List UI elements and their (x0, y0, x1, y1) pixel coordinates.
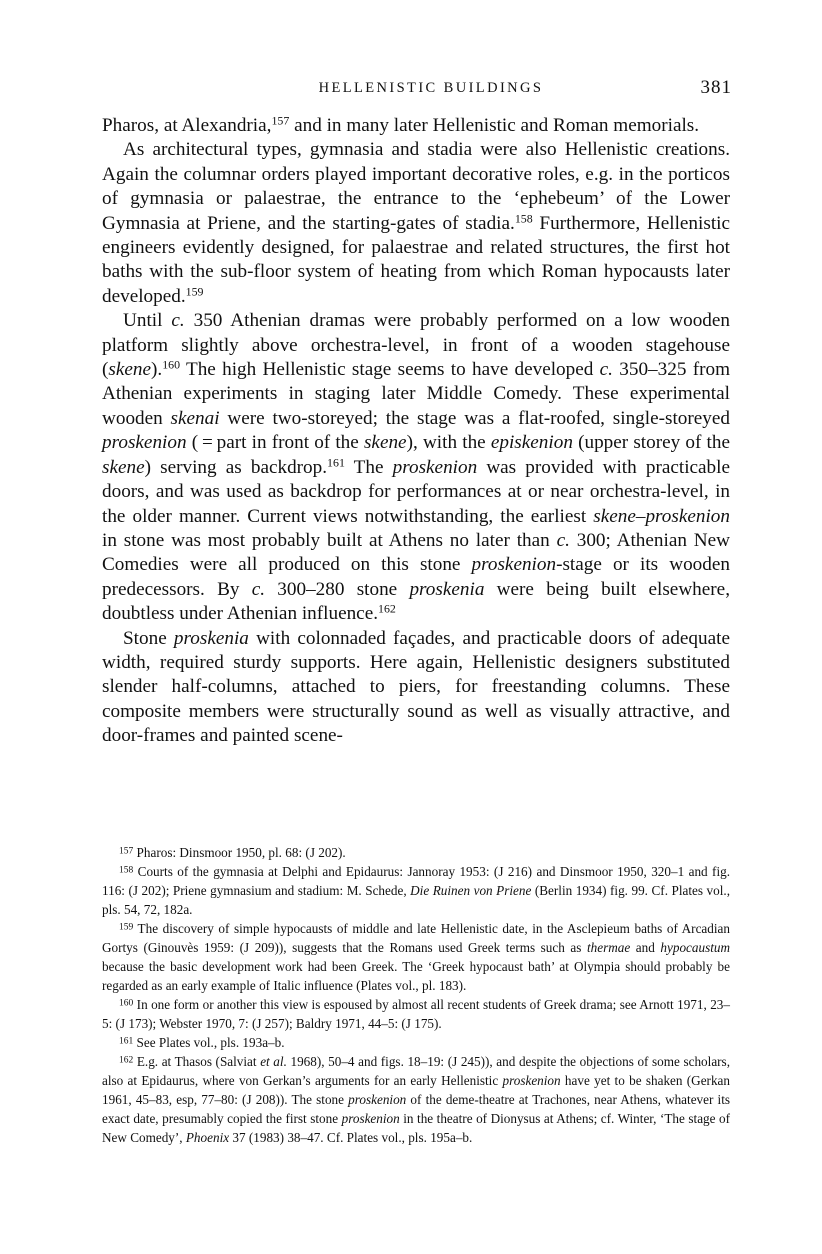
footnote-160 (102, 995, 730, 1033)
paragraph-3 (102, 309, 730, 626)
italic-term: thermae (586, 940, 631, 955)
text-run: was provided with practicable doors, and was used as backdrop for performances at or near orchestra-level, in the older manner. Current views notwithstanding, the earliest (102, 456, 730, 527)
text-run: -stage or its wooden predecessors. By (102, 554, 730, 600)
footnote-ref-160: 160 (162, 357, 181, 372)
footnote-number: 161 (119, 1036, 134, 1047)
footnote-ref-158: 158 (514, 211, 533, 226)
text-run: were two-storeyed; the stage was a flat-roofed, single-storeyed (219, 407, 730, 429)
text-run: Stone (123, 627, 174, 649)
italic-term: skene (102, 456, 145, 478)
footnote-ref-159: 159 (185, 284, 204, 299)
text-run: of the deme-theatre at Trachones, near Athens, whatever its exact date, presumably copied the first stone (102, 1092, 731, 1126)
paragraph-2 (102, 138, 730, 309)
text-run: The high Hellenistic stage seems to have developed (180, 359, 600, 381)
italic-term: skenai (170, 407, 220, 429)
italic-term: proskenion (392, 456, 478, 478)
text-run: ( = part in front of the (186, 432, 364, 454)
running-head-title: HELLENISTIC BUILDINGS (318, 80, 544, 96)
italic-term: proskenion (471, 554, 557, 576)
paragraph-1 (102, 114, 730, 138)
text-run: 37 (1983) 38–47. Cf. Plates vol., pls. 195a–b. (229, 1130, 473, 1145)
italic-term: episkenion (490, 432, 573, 454)
text-run: and in many later Hellenistic and Roman memorials. (289, 115, 700, 136)
italic-term: proskenion (348, 1092, 407, 1107)
text-run: 300; Athenian New Comedies were all produced on this stone (102, 529, 730, 576)
italic-term: proskenia (173, 627, 249, 649)
footnote-159 (102, 919, 730, 995)
circa-abbrev: c. (599, 359, 613, 381)
footnote-161 (102, 1033, 730, 1052)
text-run: ). (151, 359, 163, 381)
text-run: have yet to be shaken (Gerkan 1961, 45–83, esp, 77–80: (J 208)). The stone (102, 1073, 730, 1107)
text-run: Furthermore, Hellenistic engineers evidently designed, for palaestrae and related structures, the first hot baths with the sub-floor system of heating from which Roman hypocausts later developed. (102, 212, 730, 307)
text-run: 1968), 50–4 and figs. 18–19: (J 245)), and despite the objections of some scholars, also at Epidaurus, where von Gerkan’s arguments for an early Hellenistic (102, 1054, 730, 1088)
footnote-number: 160 (119, 998, 134, 1009)
italic-title: Phoenix (185, 1130, 230, 1145)
italic-term: proskenia (409, 578, 485, 600)
text-run: ), with the (406, 432, 491, 454)
text-run: ) serving as backdrop. (144, 456, 328, 478)
italic-term: et al. (260, 1054, 287, 1069)
text-run: with colonnaded façades, and practicable doors of adequate width, required sturdy supports. Here again, Hellenistic designers substituted slender half-columns, attached to piers, for freestanding columns. These composite members were structurally sound as well as visually attractive, and door-frames and painted scene- (102, 627, 730, 747)
footnote-number: 157 (119, 846, 134, 857)
text-run: were being built elsewhere, doubtless under Athenian influence. (102, 578, 730, 625)
footnotes (102, 843, 730, 1147)
circa-abbrev: c. (171, 310, 185, 332)
italic-term: skene (363, 432, 407, 454)
page-number: 381 (700, 77, 732, 98)
footnote-158 (102, 862, 730, 919)
text-run: in stone was most probably built at Athens no later than (102, 529, 557, 551)
italic-term: hypocaustum (660, 940, 730, 955)
footnote-ref-162: 162 (378, 601, 396, 616)
italic-term: skene–proskenion (593, 505, 730, 527)
footnote-162 (102, 1052, 730, 1147)
text-run: (Berlin 1934) fig. 99. Cf. Plates vol., pls. 54, 72, 182a. (102, 883, 730, 917)
italic-term: proskenion (341, 1111, 400, 1126)
text-run: Pharos, at Alexandria, (102, 115, 272, 136)
footnote-number: 162 (119, 1055, 134, 1066)
text-run: (upper storey of the (572, 432, 730, 454)
main-text (102, 114, 730, 749)
text-run: The (344, 456, 393, 478)
paragraph-4 (102, 627, 730, 749)
text-run: As architectural types, gymnasia and stadia were also Hellenistic creations. Again the columnar orders played important decorative roles, e.g. in the porticos of gymnasia or palaestrae, the entrance to the ‘ephebeum’ of the Lower Gymnasia at Priene, and the starting-gates of stadia. (102, 139, 730, 234)
text-run: In one form or another this view is espoused by almost all recent students of Greek drama; see Arnott 1971, 23–5: (J 173); Webster 1970, 7: (J 257); Baldry 1971, 44–5: (J 175). (102, 997, 730, 1031)
circa-abbrev: c. (251, 578, 266, 600)
text-run: The discovery of simple hypocausts of middle and late Hellenistic date, in the Asclepieum baths of Arcadian Gortys (Ginouvès 1959: (J 209)), suggests that the Romans used Greek terms such as (102, 921, 730, 955)
italic-title: Die Ruinen von Priene (410, 883, 532, 898)
footnote-ref-157: 157 (271, 113, 290, 128)
text-run: 300–280 stone (265, 578, 410, 600)
running-head (100, 77, 732, 104)
footnote-number: 158 (119, 865, 134, 876)
text-run: Until (123, 310, 172, 332)
italic-term: proskenion (102, 432, 187, 454)
text-run: 350–325 from Athenian experiments in staging later Middle Comedy. These experimental wooden (102, 359, 730, 429)
text-run: because the basic development work had been Greek. The ‘Greek hypocaust bath’ at Olympia should probably be regarded as an early example of Italic influence (Plates vol., pl. 183). (102, 959, 730, 993)
text-run: in the theatre of Dionysus at Athens; cf. Winter, ‘The stage of New Comedy’, (102, 1111, 730, 1145)
footnote-157 (102, 843, 730, 862)
italic-term: proskenion (502, 1073, 561, 1088)
text-run: and (630, 940, 661, 955)
text-run: 350 Athenian dramas were probably performed on a low wooden platform slightly above orchestra-level, in front of a wooden stagehouse ( (102, 310, 730, 381)
text-run: See Plates vol., pls. 193a–b. (133, 1035, 285, 1050)
text-run: Courts of the gymnasia at Delphi and Epidaurus: Jannoray 1953: (J 216) and Dinsmoor 1950, 320–1 and fig. 116: (J 202); Priene gymnasium and stadium: M. Schede, (102, 864, 730, 898)
circa-abbrev: c. (556, 529, 570, 551)
italic-term: skene (108, 359, 152, 381)
text-run: E.g. at Thasos (Salviat (133, 1054, 261, 1069)
footnote-number: 159 (119, 922, 134, 933)
footnote-ref-161: 161 (327, 455, 345, 470)
text-run: Pharos: Dinsmoor 1950, pl. 68: (J 202). (133, 845, 346, 860)
